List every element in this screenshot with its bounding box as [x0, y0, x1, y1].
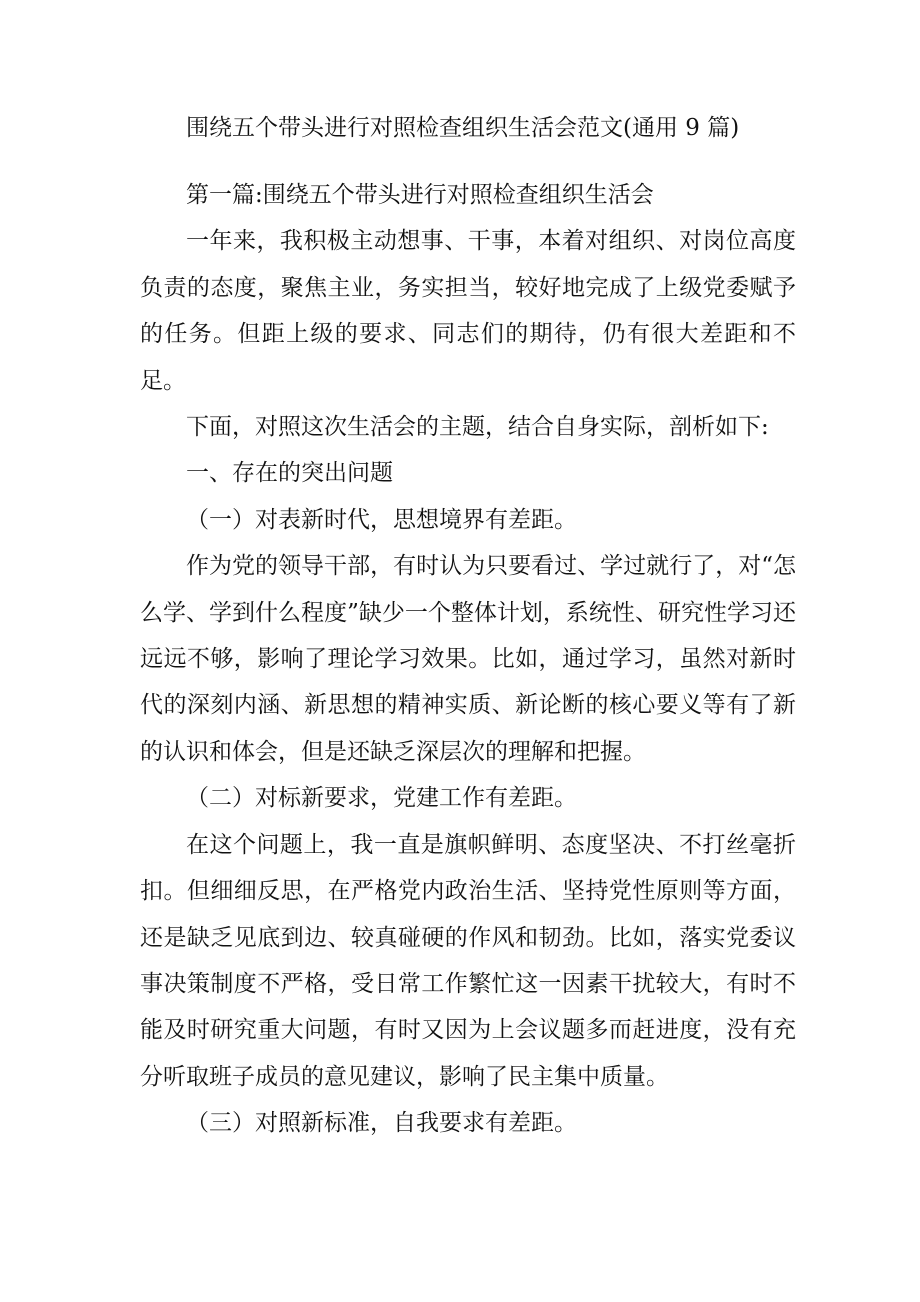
- document-body: [140, 172, 796, 1147]
- heading-problems: 一、存在的突出问题: [186, 460, 393, 487]
- paragraph-intro: 一年来，我积极主动想事、干事，本着对组织、对岗位高度负责的态度，聚焦主业，务实担当，较好地完成了上级党委赋予的任务。但距上级的要求、同志们的期待，仍有很大差距和不足。: [140, 228, 796, 394]
- paragraph-party-building: 在这个问题上，我一直是旗帜鲜明、态度坚决、不打丝毫折扣。但细细反思，在严格党内政治生活、坚持党性原则等方面，还是缺乏见底到边、较真碰硬的作风和韧劲。比如，落实党委议事决策制度不严格，受日常工作繁忙这一因素干扰较大，有时不能及时研究重大问题，有时又因为上会议题多而赶进度，没有充分听取班子成员的意见建议，影响了民主集中质量。: [140, 831, 796, 1090]
- paragraph-analysis-lead: 下面，对照这次生活会的主题，结合自身实际，剖析如下:: [186, 414, 769, 441]
- document-title: 围绕五个带头进行对照检查组织生活会范文(通用 9 篇): [186, 115, 740, 141]
- subheading-party-building: （二）对标新要求，党建工作有差距。: [186, 785, 577, 812]
- subheading-thought: （一）对表新时代，思想境界有差距。: [186, 506, 577, 533]
- section-heading-first: 第一篇:围绕五个带头进行对照检查组织生活会: [186, 182, 654, 208]
- subheading-self-requirement: （三）对照新标准，自我要求有差距。: [186, 1110, 577, 1137]
- paragraph-thought: 作为党的领导干部，有时认为只要看过、学过就行了，对“怎么学、学到什么程度”缺少一个整体计划，系统性、研究性学习还远远不够，影响了理论学习效果。比如，通过学习，虽然对新时代的深刻内涵、新思想的精神实质、新论断的核心要义等有了新的认识和体会，但是还缺乏深层次的理解和把握。: [140, 553, 796, 765]
